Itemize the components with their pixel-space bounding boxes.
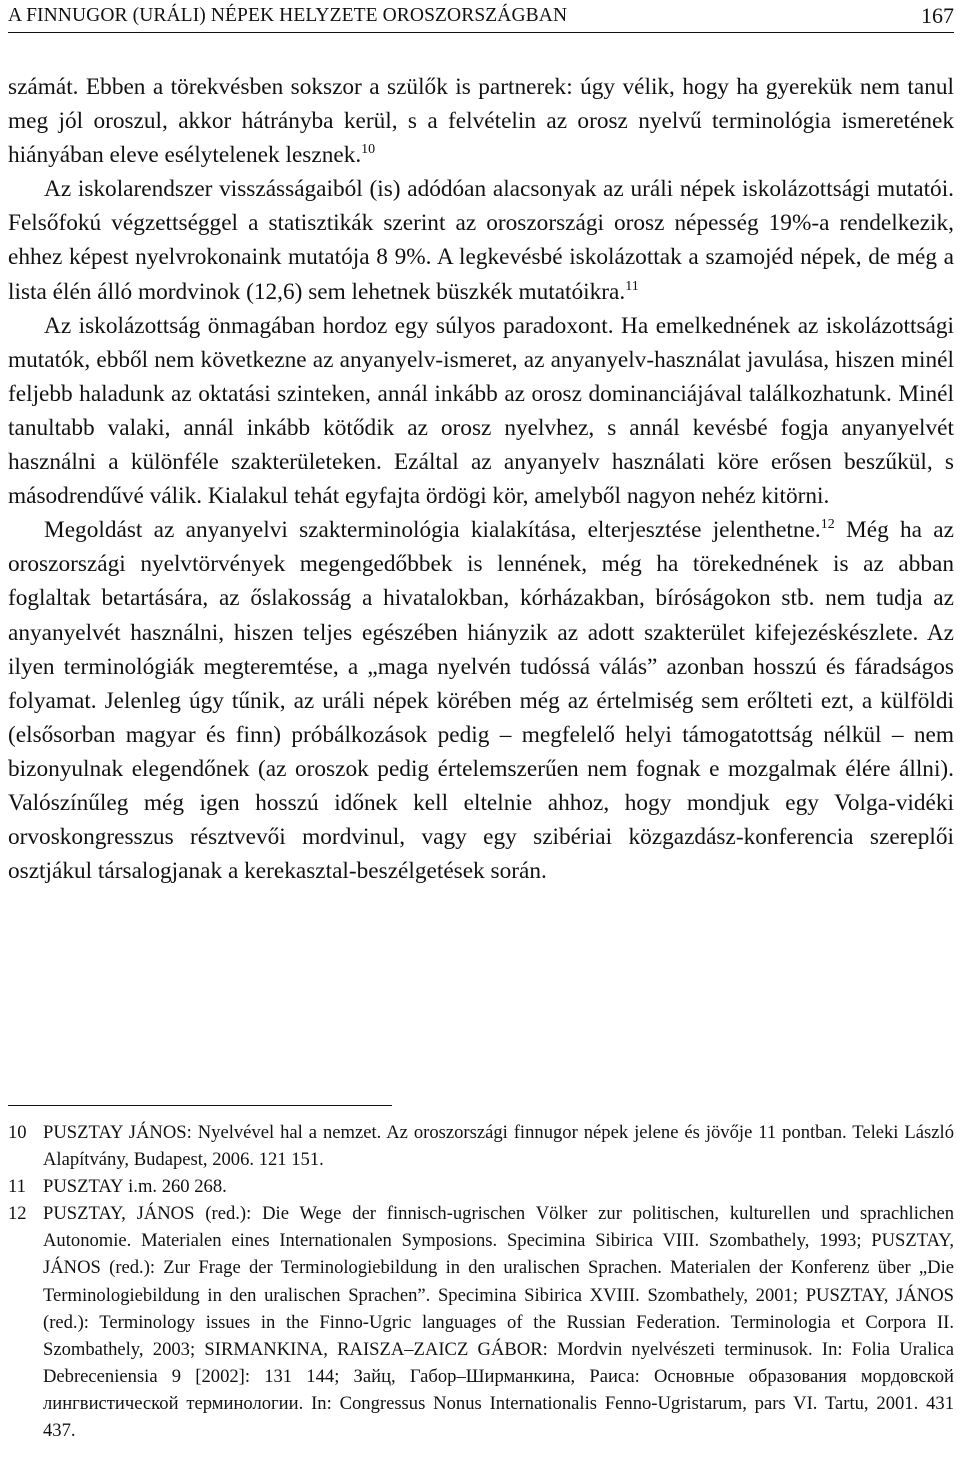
footnote-text: (red.): Zur Frage der Terminologiebildung in den uralischen Sprachen. Materialen der Konferenz über „Die Terminologiebildung in den uralischen Sprachen”. Specimina Sibirica XVIII. Szombathely, 2001; [43, 1257, 954, 1306]
footnote-author: PUSZTAY [43, 1176, 124, 1198]
paragraph-4-text-b: Még ha az oroszországi nyelvtörvények megengedőbbek is lennének, még ha törekednének is az abban foglaltak betartására, az őslakosság a hivatalokban, kórházakban, bíróságokon stb. nem tudja az anyanyelvét használni, hiszen teljes egészében hiányzik az adott szakterület kifejezéskészlete. Az ilyen terminológiák megteremtése, a „maga nyelvén tudóssá válás” azonban hosszú és fáradságos folyamat. Jelenleg úgy tűnik, az uráli népek körében még az értelmiség sem erőlteti ezt, a külföldi (elsősorban magyar és finn) próbálkozások pedig – megfelelő helyi támogatottság nélkül – nem bizonyulnak elegendőnek (az oroszok pedig értelemszerűen nem fognak e mozgalmak élére állni). Valószínűleg még igen hosszú időnek kell eltelnie ahhoz, hogy mondjuk egy Volga-vidéki orvoskongresszus résztvevői mordvinul, vagy egy szibériai közgazdász-konferencia szereplői osztjákul társalogjanak a kerekasztal-beszélgetések során. [8, 517, 954, 885]
footnote-author: PUSZTAY, JÁNOS [805, 1284, 954, 1306]
paragraph-3 [8, 309, 954, 514]
paragraph-4-text-a: Megoldást az anyanyelvi szakterminológia kialakítása, elterjesztése jelenthetne. [44, 517, 821, 544]
footnote-author: SIRMANKINA, RAISZA–ZAICZ GÁBOR [204, 1338, 543, 1360]
footnotes [8, 1119, 954, 1444]
footnote-ref-11[interactable]: 11 [625, 278, 639, 294]
footnote-text: : Nyelvével hal a nemzet. Az oroszországi finnugor népek jelene és jövője 11 pontban. Teleki László Alapítvány, Budapest, 2006. 121 151. [43, 1122, 954, 1171]
running-title: A FINNUGOR (URÁLI) NÉPEK HELYZETE OROSZORSZÁGBAN [8, 5, 568, 26]
paragraph-4 [8, 513, 954, 888]
footnote-text: i.m. 260 268. [123, 1176, 227, 1198]
footnote-number: 12 [8, 1203, 27, 1225]
footnote-ref-12[interactable]: 12 [820, 517, 835, 533]
footnote-text: : Mordvin nyelvészeti terminusok. In: Folia Uralica Debreceniensia 9 [2002]: 131 144; Зайц, Габор–Ширманкина, Раиса: Основные образования мордовской лингвистической терминологии. In: Congressus Nonus Internationalis Fenno-Ugristarum, pars VI. Tartu, 2001. 431 437. [43, 1338, 954, 1442]
footnote-author: PUSZTAY, JÁNOS [43, 1203, 195, 1225]
footnote-number: 10 [8, 1122, 27, 1143]
footnote-12 [8, 1200, 954, 1444]
footnote-text: (red.): Die Wege der finnisch-ugrischen Völker zur politischen, kulturellen und sprachlichen Autonomie. Materialen eines Internationalen Symposions. Specimina Sibirica VIII. Szombathely, 1993; [43, 1203, 954, 1252]
footnote-number: 11 [8, 1176, 26, 1198]
page-number: 167 [921, 3, 954, 28]
footnote-author: PUSZTAY JÁNOS [43, 1122, 187, 1143]
footnote-ref-10[interactable]: 10 [361, 142, 376, 158]
footnote-separator [8, 1105, 392, 1106]
paragraph-1-text: számát. Ebben a törekvésben sokszor a szülők is partnerek: úgy vélik, hogy ha gyerekük nem tanul meg jól oroszul, akkor hátrányba kerül, s a felvételin az orosz nyelvű terminológia ismeretének hiányában eleve esélytelenek lesznek. [8, 74, 954, 169]
footnote-11 [8, 1173, 954, 1200]
running-header [8, 2, 954, 33]
paragraph-1 [8, 70, 954, 172]
footnote-10 [8, 1119, 954, 1173]
paragraph-2-text: Az iskolarendszer visszásságaiból (is) adódóan alacsonyak az uráli népek iskolázottsági mutatói. Felsőfokú végzettséggel a statisztikák szerint az oroszországi orosz népesség 19%-a rendelkezik, ehhez képest nyelvrokonaink mutatója 8 9%. A legkevésbé iskolázottak a szamojéd népek, de még a lista élén álló mordvinok (12,6) sem lehetnek büszkék mutatóikra. [8, 176, 954, 305]
footnote-author: PUSZTAY, JÁNOS [43, 1230, 954, 1279]
body-text [8, 70, 954, 888]
paragraph-2 [8, 172, 954, 308]
footnote-text: (red.): Terminology issues in the Finno-Ugric languages of the Russian Federation. Terminologia et Corpora II. Szombathely, 2003; [43, 1311, 954, 1360]
paragraph-3-text: Az iskolázottság önmagában hordoz egy súlyos paradoxont. Ha emelkednének az iskolázottsági mutatók, ebből nem következne az anyanyelv-ismeret, az anyanyelv-használat javulása, hiszen minél feljebb haladunk az oktatási szinteken, annál inkább az orosz dominanciájával találkozhatunk. Minél tanultabb valaki, annál inkább kötődik az orosz nyelvhez, s annál kevésbé fogja anyanyelvét használni a különféle szakterületeken. Ezáltal az anyanyelv használati köre erősen beszűkül, s másodrendűvé válik. Kialakul tehát egyfajta ördögi kör, amelyből nagyon nehéz kitörni. [8, 312, 954, 510]
